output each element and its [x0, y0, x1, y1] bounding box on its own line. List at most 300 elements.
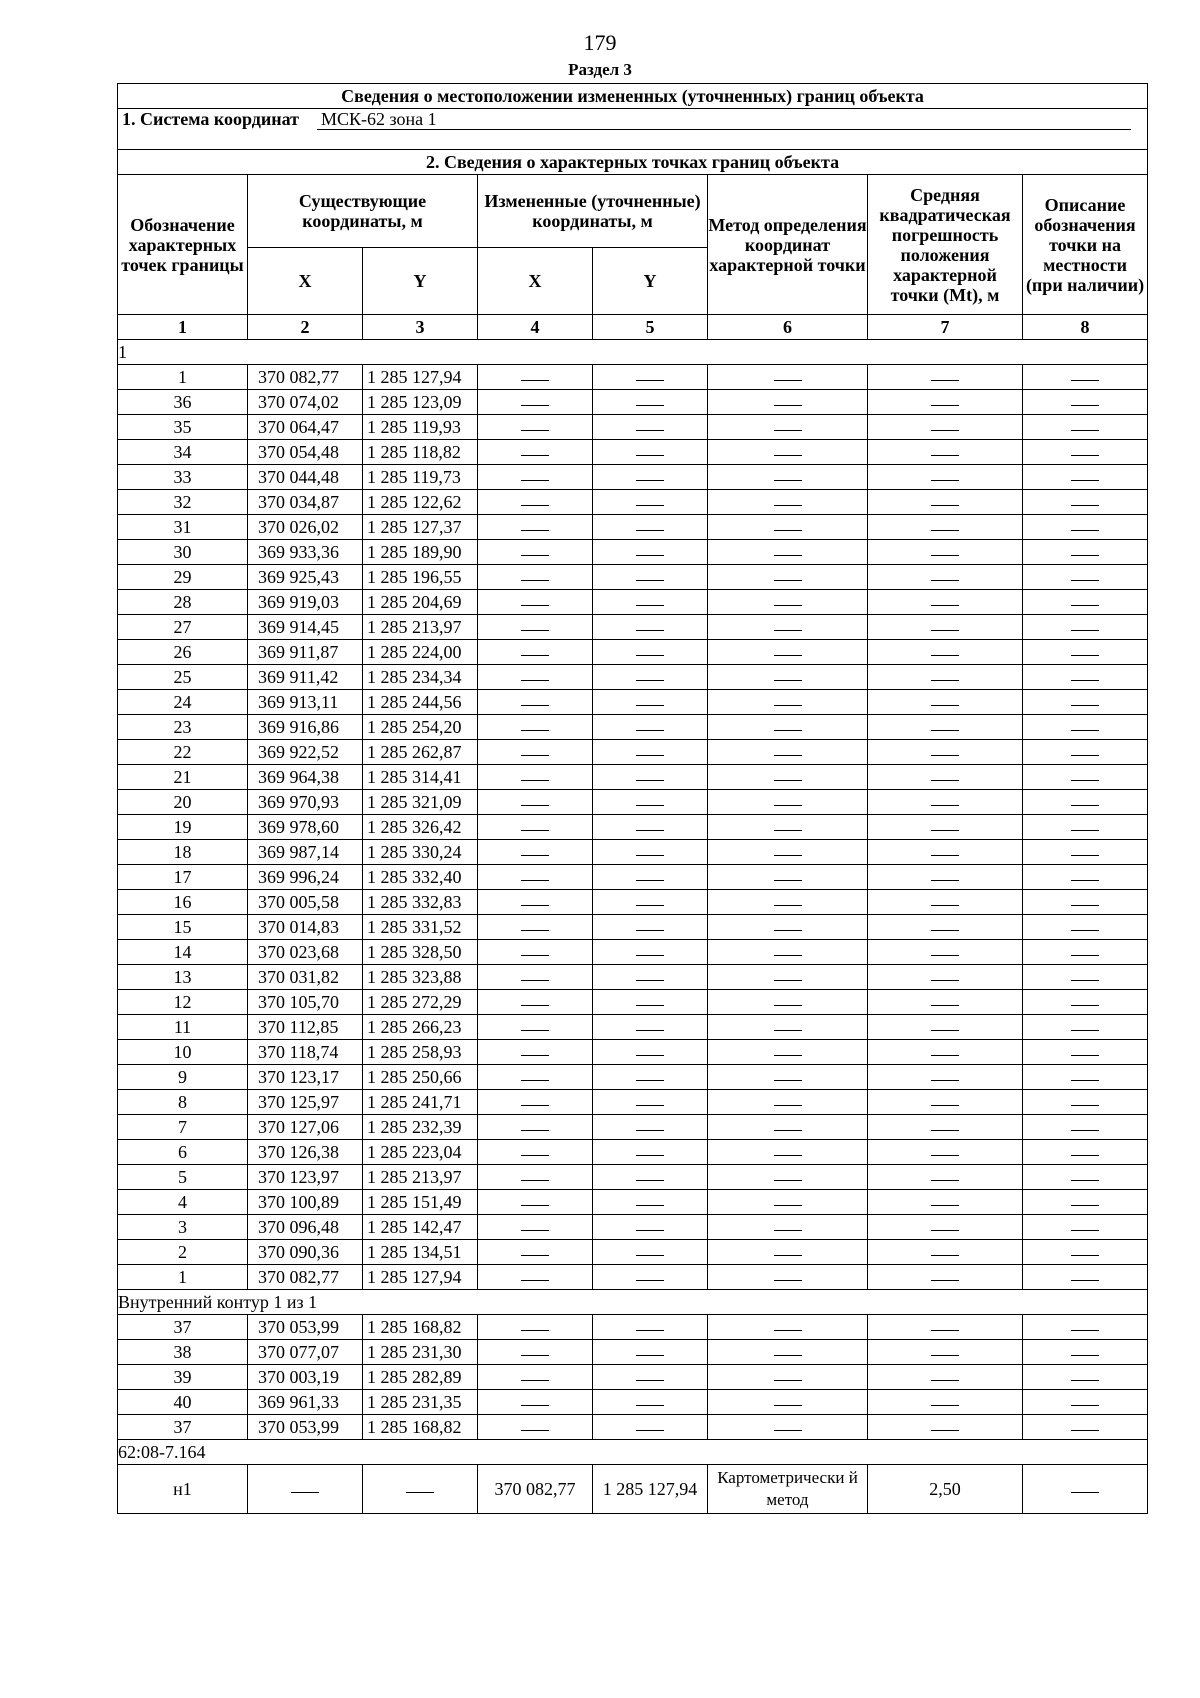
point-number: 10 — [118, 1040, 248, 1065]
error-dash — [868, 640, 1023, 665]
changed-x-dash — [478, 1165, 593, 1190]
boundary-points-table — [117, 83, 1148, 1514]
existing-y: 1 285 127,94 — [363, 1265, 478, 1290]
existing-y: 1 285 224,00 — [363, 640, 478, 665]
changed-y-dash — [593, 515, 708, 540]
point-number: 14 — [118, 940, 248, 965]
description-dash — [1023, 1140, 1148, 1165]
changed-x-dash — [478, 390, 593, 415]
existing-y: 1 285 241,71 — [363, 1090, 478, 1115]
description-dash — [1023, 490, 1148, 515]
changed-x-dash — [478, 540, 593, 565]
method-dash — [708, 1015, 868, 1040]
description-dash — [1023, 615, 1148, 640]
point-number: 37 — [118, 1415, 248, 1440]
description-dash — [1023, 840, 1148, 865]
changed-y-dash — [593, 465, 708, 490]
method-dash — [708, 1140, 868, 1165]
header-existing-y: Y — [363, 248, 478, 315]
error-dash — [868, 1015, 1023, 1040]
changed-y-dash — [593, 1065, 708, 1090]
existing-y: 1 285 127,94 — [363, 365, 478, 390]
group-label: 1 — [118, 340, 1148, 365]
table-row — [118, 915, 1148, 940]
changed-x-dash — [478, 365, 593, 390]
description-dash — [1023, 965, 1148, 990]
method-dash — [708, 990, 868, 1015]
error-dash — [868, 1140, 1023, 1165]
error-dash — [868, 940, 1023, 965]
existing-y: 1 285 127,37 — [363, 515, 478, 540]
error-dash — [868, 665, 1023, 690]
changed-y-dash — [593, 890, 708, 915]
method-dash — [708, 390, 868, 415]
point-number: 11 — [118, 1015, 248, 1040]
changed-y-dash — [593, 1090, 708, 1115]
column-number: 3 — [363, 315, 478, 340]
column-number: 5 — [593, 315, 708, 340]
error-dash — [868, 390, 1023, 415]
existing-y: 1 285 223,04 — [363, 1140, 478, 1165]
existing-y: 1 285 331,52 — [363, 915, 478, 940]
header-description: Описание обозначения точки на местности (при наличии) — [1023, 175, 1148, 315]
header-changed-x: X — [478, 248, 593, 315]
table-row — [118, 940, 1148, 965]
error-dash — [868, 1190, 1023, 1215]
changed-y-dash — [593, 1040, 708, 1065]
table-row — [118, 1090, 1148, 1115]
changed-y-dash — [593, 715, 708, 740]
changed-x-dash — [478, 915, 593, 940]
existing-x: 370 054,48 — [248, 440, 363, 465]
error-dash — [868, 415, 1023, 440]
description-dash — [1023, 915, 1148, 940]
description-dash — [1023, 1165, 1148, 1190]
point-number: 39 — [118, 1365, 248, 1390]
table-row — [118, 1015, 1148, 1040]
table-row — [118, 1265, 1148, 1290]
point-number: 6 — [118, 1140, 248, 1165]
table-row — [118, 465, 1148, 490]
point-number: 16 — [118, 890, 248, 915]
method-dash — [708, 540, 868, 565]
description-dash — [1023, 515, 1148, 540]
changed-y-dash — [593, 690, 708, 715]
point-number: 23 — [118, 715, 248, 740]
description-dash — [1023, 1315, 1148, 1340]
method-dash — [708, 940, 868, 965]
method-dash — [708, 1315, 868, 1340]
error-dash — [868, 1215, 1023, 1240]
existing-x: 370 053,99 — [248, 1315, 363, 1340]
point-number: 15 — [118, 915, 248, 940]
existing-x: 370 023,68 — [248, 940, 363, 965]
method-dash — [708, 1415, 868, 1440]
existing-x: 370 003,19 — [248, 1365, 363, 1390]
description-dash — [1023, 790, 1148, 815]
changed-x-dash — [478, 1065, 593, 1090]
parcel-label: 62:08-7.164 — [118, 1440, 1148, 1465]
table-row — [118, 1215, 1148, 1240]
error-dash — [868, 1165, 1023, 1190]
table-row — [118, 865, 1148, 890]
changed-x-dash — [478, 840, 593, 865]
changed-y-dash — [593, 740, 708, 765]
existing-y: 1 285 204,69 — [363, 590, 478, 615]
existing-x: 370 064,47 — [248, 415, 363, 440]
table-row — [118, 565, 1148, 590]
error-dash — [868, 540, 1023, 565]
changed-x-dash — [478, 715, 593, 740]
changed-y-dash — [593, 765, 708, 790]
changed-y-dash — [593, 590, 708, 615]
description-dash — [1023, 1415, 1148, 1440]
existing-x: 369 914,45 — [248, 615, 363, 640]
description-dash — [1023, 1040, 1148, 1065]
method-dash — [708, 615, 868, 640]
table-row — [118, 840, 1148, 865]
existing-y: 1 285 118,82 — [363, 440, 478, 465]
changed-x-dash — [478, 1415, 593, 1440]
page-number: 179 — [583, 30, 617, 55]
point-number: 40 — [118, 1390, 248, 1415]
changed-y-dash — [593, 665, 708, 690]
description-dash — [1023, 415, 1148, 440]
method-dash — [708, 965, 868, 990]
error-dash — [868, 890, 1023, 915]
method-dash — [708, 590, 868, 615]
changed-y-dash — [593, 1390, 708, 1415]
existing-y: 1 285 272,29 — [363, 990, 478, 1015]
changed-x-dash — [478, 1240, 593, 1265]
changed-x-dash — [478, 990, 593, 1015]
description-dash — [1023, 540, 1148, 565]
description-dash — [1023, 865, 1148, 890]
changed-y-dash — [593, 565, 708, 590]
existing-x: 370 031,82 — [248, 965, 363, 990]
existing-x: 369 911,42 — [248, 665, 363, 690]
changed-x-dash — [478, 1190, 593, 1215]
method-dash — [708, 515, 868, 540]
existing-x: 369 913,11 — [248, 690, 363, 715]
changed-x-dash — [478, 465, 593, 490]
point-number: 24 — [118, 690, 248, 715]
method-dash — [708, 365, 868, 390]
existing-x: 369 978,60 — [248, 815, 363, 840]
error-dash — [868, 615, 1023, 640]
error-dash — [868, 1365, 1023, 1390]
point-number: 1 — [118, 1265, 248, 1290]
table-row — [118, 1365, 1148, 1390]
point-number: 3 — [118, 1215, 248, 1240]
column-number: 8 — [1023, 315, 1148, 340]
method-dash — [708, 490, 868, 515]
changed-y-dash — [593, 1015, 708, 1040]
error-dash — [868, 1115, 1023, 1140]
changed-x-dash — [478, 1215, 593, 1240]
table-row — [118, 765, 1148, 790]
points-body — [118, 340, 1148, 1440]
changed-y-dash — [593, 365, 708, 390]
existing-y: 1 285 330,24 — [363, 840, 478, 865]
existing-y: 1 285 254,20 — [363, 715, 478, 740]
point-number: 20 — [118, 790, 248, 815]
existing-x: 370 096,48 — [248, 1215, 363, 1240]
point-number: 13 — [118, 965, 248, 990]
changed-y-dash — [593, 415, 708, 440]
existing-x: 370 014,83 — [248, 915, 363, 940]
method-dash — [708, 765, 868, 790]
header-changed-y: Y — [593, 248, 708, 315]
changed-x-dash — [478, 1040, 593, 1065]
point-number: 2 — [118, 1240, 248, 1265]
error-dash — [868, 1065, 1023, 1090]
table-row — [118, 1065, 1148, 1090]
method-dash — [708, 1340, 868, 1365]
description-dash — [1023, 1265, 1148, 1290]
header-changed-coords: Измененные (уточненные) координаты, м — [478, 175, 708, 248]
table-row — [118, 690, 1148, 715]
table-row — [118, 390, 1148, 415]
point-number: 28 — [118, 590, 248, 615]
section-label: Раздел 3 — [568, 60, 632, 79]
existing-y: 1 285 231,30 — [363, 1340, 478, 1365]
error-dash — [868, 1265, 1023, 1290]
changed-x-dash — [478, 515, 593, 540]
method-dash — [708, 640, 868, 665]
changed-x-dash — [478, 615, 593, 640]
description-dash — [1023, 590, 1148, 615]
description-dash — [1023, 815, 1148, 840]
existing-y: 1 285 232,39 — [363, 1115, 478, 1140]
changed-x-dash — [478, 1090, 593, 1115]
existing-x: 370 090,36 — [248, 1240, 363, 1265]
table-row — [118, 440, 1148, 465]
table-row — [118, 890, 1148, 915]
header-method: Метод определения координат характерной точки — [708, 175, 868, 315]
point-number: 36 — [118, 390, 248, 415]
point-number: 32 — [118, 490, 248, 515]
point-number: 22 — [118, 740, 248, 765]
changed-y-dash — [593, 490, 708, 515]
existing-x: 369 996,24 — [248, 865, 363, 890]
error-dash — [868, 490, 1023, 515]
existing-y: 1 285 328,50 — [363, 940, 478, 965]
changed-y-dash — [593, 1315, 708, 1340]
existing-y: 1 285 231,35 — [363, 1390, 478, 1415]
column-number: 1 — [118, 315, 248, 340]
error-dash — [868, 765, 1023, 790]
point-number: 5 — [118, 1165, 248, 1190]
existing-x: 370 044,48 — [248, 465, 363, 490]
point-number: 1 — [118, 365, 248, 390]
method-dash — [708, 1165, 868, 1190]
changed-x-dash — [478, 765, 593, 790]
error-dash — [868, 1340, 1023, 1365]
existing-x: 369 987,14 — [248, 840, 363, 865]
existing-x: 370 127,06 — [248, 1115, 363, 1140]
point-number: 4 — [118, 1190, 248, 1215]
point-number: 18 — [118, 840, 248, 865]
changed-x-dash — [478, 740, 593, 765]
table-title: Сведения о местоположении измененных (уточненных) границ объекта — [118, 84, 1148, 109]
point-number: 37 — [118, 1315, 248, 1340]
existing-y: 1 285 168,82 — [363, 1315, 478, 1340]
changed-x-dash — [478, 415, 593, 440]
existing-y: 1 285 321,09 — [363, 790, 478, 815]
changed-x-dash — [478, 965, 593, 990]
existing-x: 370 112,85 — [248, 1015, 363, 1040]
changed-x-dash — [478, 640, 593, 665]
existing-y: 1 285 262,87 — [363, 740, 478, 765]
description-dash — [1023, 1340, 1148, 1365]
existing-y: 1 285 213,97 — [363, 1165, 478, 1190]
existing-y: 1 285 282,89 — [363, 1365, 478, 1390]
method-dash — [708, 1040, 868, 1065]
existing-y: 1 285 122,62 — [363, 490, 478, 515]
error-dash — [868, 465, 1023, 490]
changed-y-dash — [593, 840, 708, 865]
changed-y-dash — [593, 1340, 708, 1365]
subsection-title: 2. Сведения о характерных точках границ объекта — [118, 150, 1148, 175]
description-dash — [1023, 1065, 1148, 1090]
error-dash — [868, 815, 1023, 840]
table-row — [118, 590, 1148, 615]
changed-x-dash — [478, 865, 593, 890]
existing-x: 370 077,07 — [248, 1340, 363, 1365]
changed-x-dash — [478, 1015, 593, 1040]
method-dash — [708, 840, 868, 865]
changed-y-dash — [593, 440, 708, 465]
table-row — [118, 415, 1148, 440]
point-number: 12 — [118, 990, 248, 1015]
column-number: 2 — [248, 315, 363, 340]
point-number: 25 — [118, 665, 248, 690]
existing-x: 370 082,77 — [248, 1265, 363, 1290]
error-dash — [868, 1240, 1023, 1265]
changed-y-dash — [593, 1215, 708, 1240]
existing-x-dash — [248, 1465, 363, 1514]
error-dash — [868, 1415, 1023, 1440]
description-dash — [1023, 765, 1148, 790]
point-number: 34 — [118, 440, 248, 465]
existing-x: 370 005,58 — [248, 890, 363, 915]
point-number: 29 — [118, 565, 248, 590]
changed-x: 370 082,77 — [478, 1465, 593, 1514]
changed-x-dash — [478, 1315, 593, 1340]
table-row — [118, 1115, 1148, 1140]
method-dash — [708, 715, 868, 740]
existing-x: 370 126,38 — [248, 1140, 363, 1165]
point-number: 17 — [118, 865, 248, 890]
table-row — [118, 640, 1148, 665]
error-dash — [868, 915, 1023, 940]
error-dash — [868, 715, 1023, 740]
description-dash — [1023, 640, 1148, 665]
changed-x-dash — [478, 1365, 593, 1390]
changed-y-dash — [593, 640, 708, 665]
error-dash — [868, 565, 1023, 590]
method-dash — [708, 1115, 868, 1140]
existing-y: 1 285 244,56 — [363, 690, 478, 715]
point-number: 7 — [118, 1115, 248, 1140]
table-row — [118, 365, 1148, 390]
header-error: Средняя квадратическая погрешность положения характерной точки (Mt), м — [868, 175, 1023, 315]
existing-y: 1 285 332,40 — [363, 865, 478, 890]
point-number: 19 — [118, 815, 248, 840]
existing-y: 1 285 258,93 — [363, 1040, 478, 1065]
changed-y-dash — [593, 1265, 708, 1290]
description-dash — [1023, 1365, 1148, 1390]
description-dash — [1023, 565, 1148, 590]
column-number: 6 — [708, 315, 868, 340]
method-dash — [708, 790, 868, 815]
existing-x: 369 916,86 — [248, 715, 363, 740]
existing-y: 1 285 134,51 — [363, 1240, 478, 1265]
changed-y: 1 285 127,94 — [593, 1465, 708, 1514]
table-row — [118, 1240, 1148, 1265]
changed-x-dash — [478, 690, 593, 715]
existing-y: 1 285 142,47 — [363, 1215, 478, 1240]
existing-x: 370 082,77 — [248, 365, 363, 390]
table-row — [118, 1140, 1148, 1165]
table-row — [118, 490, 1148, 515]
method-dash — [708, 465, 868, 490]
table-row — [118, 540, 1148, 565]
existing-x: 369 911,87 — [248, 640, 363, 665]
method-dash — [708, 815, 868, 840]
changed-x-dash — [478, 940, 593, 965]
method-dash — [708, 1190, 868, 1215]
point-number: 9 — [118, 1065, 248, 1090]
table-row — [118, 965, 1148, 990]
point-number: 26 — [118, 640, 248, 665]
error-dash — [868, 840, 1023, 865]
description-dash — [1023, 715, 1148, 740]
point-number: 31 — [118, 515, 248, 540]
description-dash — [1023, 1090, 1148, 1115]
existing-y: 1 285 213,97 — [363, 615, 478, 640]
header-existing-coords: Существующие координаты, м — [248, 175, 478, 248]
method-dash — [708, 690, 868, 715]
header-designation: Обозначение характерных точек границы — [118, 175, 248, 315]
point-number: 30 — [118, 540, 248, 565]
method-dash — [708, 1065, 868, 1090]
table-row — [118, 1415, 1148, 1440]
coordinate-system-value: МСК-62 зона 1 — [317, 109, 1131, 130]
table-row — [118, 715, 1148, 740]
error-dash — [868, 965, 1023, 990]
method-dash — [708, 1390, 868, 1415]
existing-y: 1 285 119,73 — [363, 465, 478, 490]
description-dash — [1023, 1390, 1148, 1415]
error-dash — [868, 690, 1023, 715]
description-dash — [1023, 1190, 1148, 1215]
changed-y-dash — [593, 865, 708, 890]
existing-x: 369 961,33 — [248, 1390, 363, 1415]
error-dash — [868, 365, 1023, 390]
error-dash — [868, 1390, 1023, 1415]
existing-x: 369 970,93 — [248, 790, 363, 815]
method-dash — [708, 1090, 868, 1115]
existing-y: 1 285 250,66 — [363, 1065, 478, 1090]
table-row — [118, 1315, 1148, 1340]
changed-x-dash — [478, 815, 593, 840]
coordinate-system-row — [118, 109, 1148, 150]
existing-x: 370 105,70 — [248, 990, 363, 1015]
changed-y-dash — [593, 1190, 708, 1215]
changed-y-dash — [593, 940, 708, 965]
